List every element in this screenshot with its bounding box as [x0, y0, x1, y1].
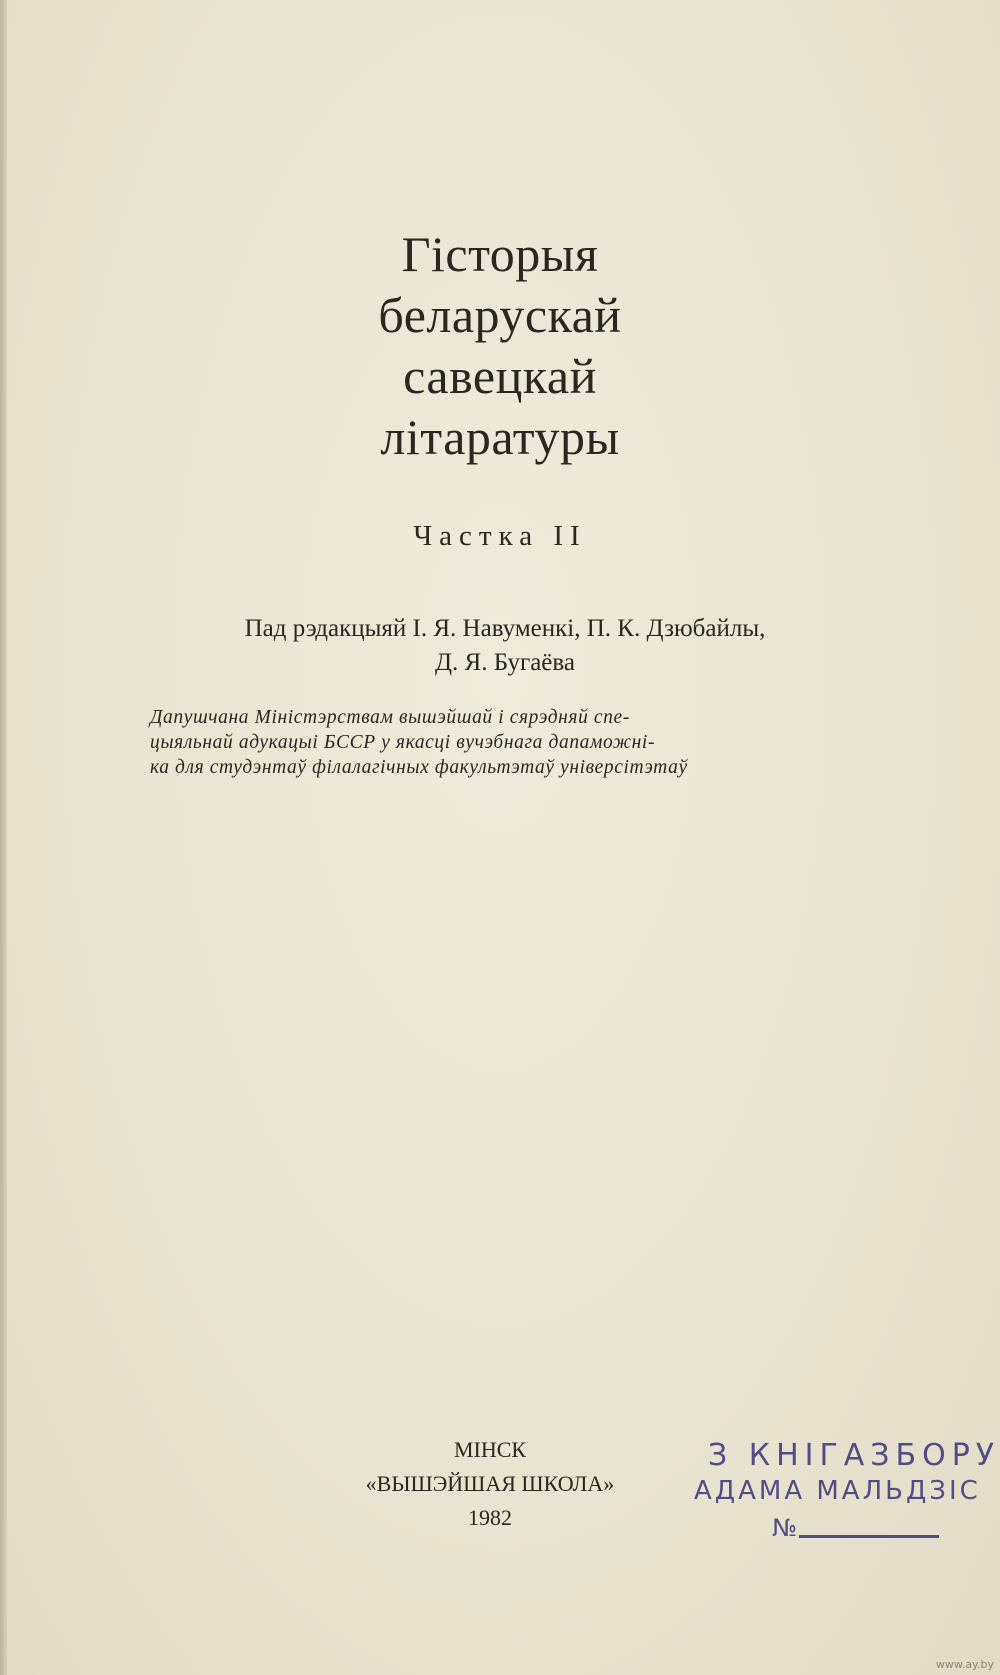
stamp-number-blank	[799, 1535, 939, 1538]
imprint-publisher: «ВЫШЭЙШАЯ ШКОЛА»	[365, 1471, 615, 1496]
approval-line: цыяльнай адукацыі БССР у якасці вучэбнага дапаможні-	[150, 732, 656, 753]
title-line: літаратуры	[380, 409, 620, 465]
library-stamp	[690, 1438, 1000, 1548]
imprint	[290, 1433, 690, 1535]
stamp-line: АДАМА МАЛЬДЗІС	[694, 1476, 981, 1506]
imprint-city: МІНСК	[453, 1437, 527, 1462]
title-line: Гісторыя	[401, 226, 599, 282]
title-line: савецкай	[403, 348, 597, 404]
stamp-number-label: №	[772, 1514, 797, 1542]
approval-line: ка для студэнтаў філалагічных факультэтаў універсітэтаў	[150, 757, 688, 778]
book-title	[0, 224, 1000, 468]
approval-note	[150, 705, 860, 780]
editors-line: Пад рэдакцыяй І. Я. Навуменкі, П. К. Дзюбайлы,	[244, 615, 766, 642]
title-line: беларускай	[378, 287, 622, 343]
editors	[140, 612, 870, 680]
approval-line: Дапушчана Міністэрствам вышэйшай і сярэдняй спе-	[150, 707, 630, 728]
stamp-line: З КНІГАЗБОРУ	[708, 1438, 1000, 1473]
editors-line: Д. Я. Бугаёва	[435, 649, 575, 676]
part-label: Частка II	[413, 520, 587, 552]
watermark: www.ay.by	[935, 1658, 994, 1671]
imprint-year: 1982	[468, 1505, 512, 1530]
stamp-number	[772, 1514, 939, 1542]
